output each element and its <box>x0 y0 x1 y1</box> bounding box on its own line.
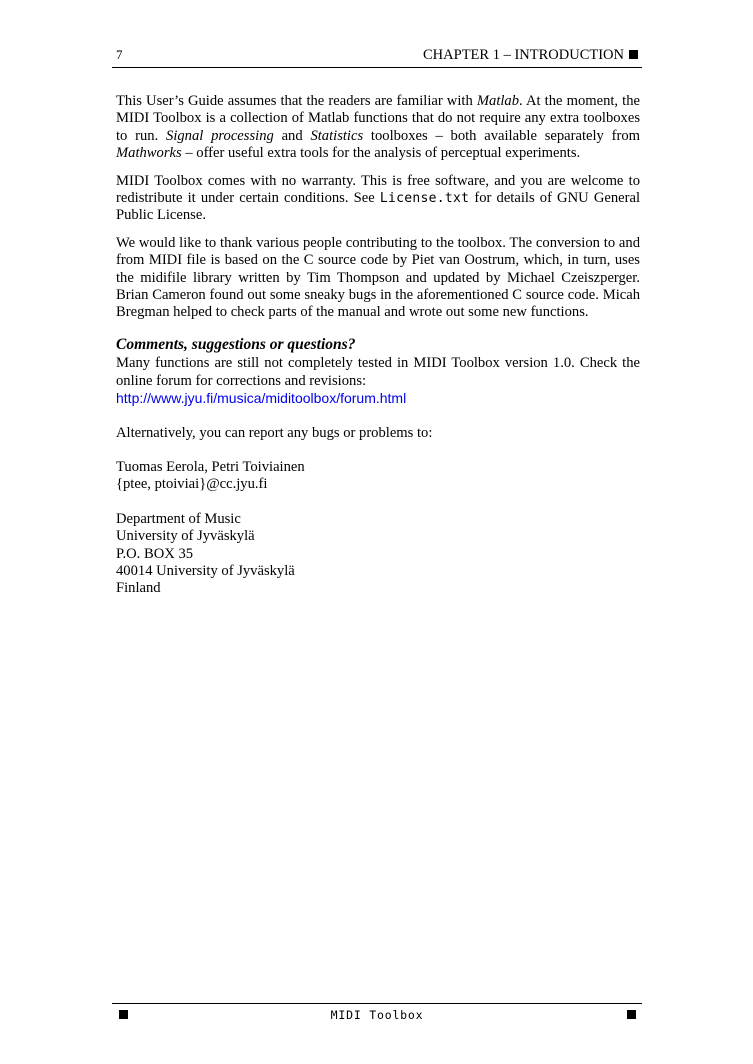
contact-names: Tuomas Eerola, Petri Toiviainen <box>116 458 305 475</box>
paragraph-acknowledgements: We would like to thank various people contributing to the toolbox. The conversion to and from MIDI file is based on the C source code by Piet van Oostrum, which, in turn, uses the midifile library written by Tim Thompson and updated by Michael Czeiszperger. Brian Cameron found out some sneaky bugs in the aforementioned C source code. Micah Bregman helped to check parts of the manual and wrote out some new functions. <box>116 234 640 321</box>
text-run: for details of GNU General Public License. <box>116 190 640 224</box>
chapter-title-text: CHAPTER 1 – INTRODUCTION <box>423 47 624 63</box>
spacer <box>116 442 640 459</box>
address-line: Department of Music <box>116 510 241 527</box>
text-run: This User’s Guide assumes that the readers are familiar with <box>116 93 477 109</box>
black-square-icon <box>627 1010 636 1019</box>
paragraph-warranty <box>116 173 640 225</box>
license-filename: License.txt <box>379 191 470 207</box>
address-line: Finland <box>116 580 161 597</box>
section-heading-comments: Comments, suggestions or questions? <box>116 335 356 353</box>
page-number: 7 <box>116 47 123 62</box>
paragraph-forum-info: Many functions are still not completely tested in MIDI Toolbox version 1.0. Check the online forum for corrections and revisions: <box>116 355 640 389</box>
address-line: P.O. BOX 35 <box>116 545 194 562</box>
text-run: – offer useful extra tools for the analysis of perceptual experiments. <box>181 145 581 162</box>
paragraph-report-bugs: Alternatively, you can report any bugs or problems to: <box>116 424 433 441</box>
page-footer <box>112 1003 642 1024</box>
chapter-title <box>423 47 638 64</box>
text-run: MIDI Toolbox comes with no warranty. This is free software, and you are welcome to redistribute it under certain conditions. See <box>116 172 640 207</box>
paragraph-requirements <box>116 93 640 163</box>
address-line: 40014 University of Jyväskylä <box>116 562 295 579</box>
address-line: University of Jyväskylä <box>116 528 255 545</box>
black-square-icon <box>629 50 638 59</box>
footer-title: MIDI Toolbox <box>330 1008 424 1022</box>
text-run: . At the moment, the MIDI Toolbox is a collection of Matlab functions that do not require any extra toolboxes to run. <box>116 93 640 144</box>
text-run: and <box>273 127 311 144</box>
contact-email: {ptee, ptoiviai}@cc.jyu.fi <box>116 476 268 493</box>
italic-term: Matlab <box>476 93 520 109</box>
italic-term: Statistics <box>310 127 364 144</box>
page-header <box>112 47 642 68</box>
page-content <box>116 93 640 598</box>
postal-address <box>116 511 640 598</box>
text-run: toolboxes – both available separately from <box>363 127 640 144</box>
forum-link[interactable]: http://www.jyu.fi/musica/miditoolbox/forum.html <box>116 390 407 407</box>
italic-term: Mathworks <box>116 145 182 162</box>
italic-term: Signal processing <box>166 127 274 144</box>
spacer <box>116 494 640 511</box>
